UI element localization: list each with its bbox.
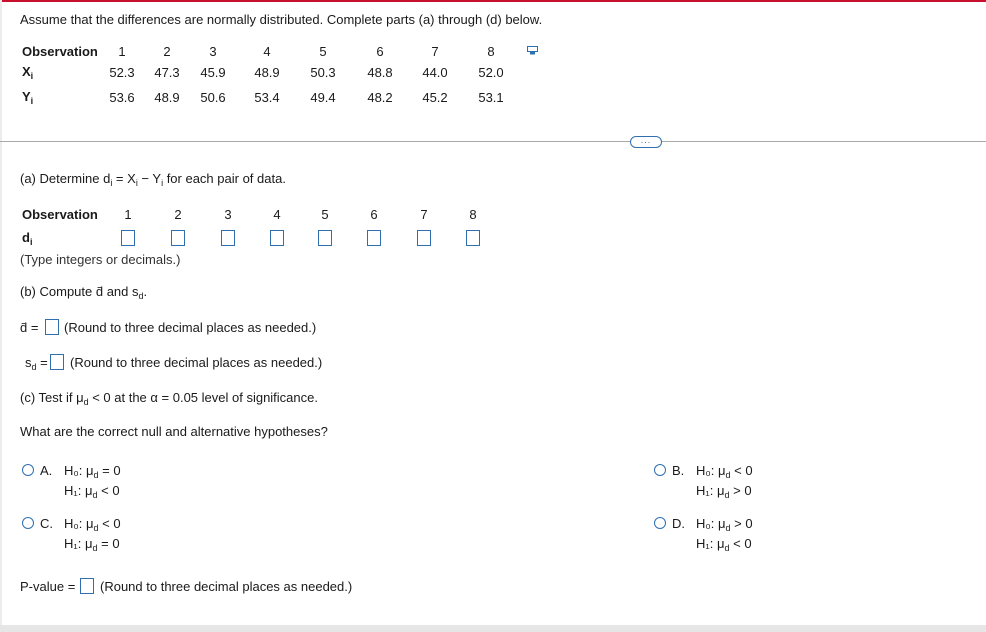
d-input-1[interactable] [121,230,135,246]
dbar-label: d̄ = [20,320,39,335]
x-value-8: 52.0 [478,65,504,80]
option-b-h0: H₀: $\mu_d < 0$ [696,463,753,480]
table-observation-header: Observation [22,44,98,59]
top-accent-bar [0,0,986,2]
d-input-7[interactable] [417,230,431,246]
d-input-6[interactable] [367,230,381,246]
option-b-radio[interactable] [654,464,666,476]
option-a-radio[interactable] [22,464,34,476]
part-a-hint: (Type integers or decimals.) [20,252,181,267]
x-value-1: 52.3 [109,65,135,80]
d-input-8[interactable] [466,230,480,246]
pvalue-input[interactable] [80,578,94,594]
table-obs-4: 4 [263,44,271,59]
x-value-4: 48.9 [254,65,280,80]
table-obs-6: 6 [376,44,384,59]
part-a-obs-2: 2 [174,207,182,222]
pvalue-hint: (Round to three decimal places as needed.) [100,579,353,594]
expand-button[interactable]: ... [630,136,662,148]
table-obs-8: 8 [487,44,495,59]
part-a-obs-6: 6 [370,207,378,222]
y-value-8: 53.1 [478,90,504,105]
table-obs-2: 2 [163,44,171,59]
x-value-3: 45.9 [200,65,226,80]
part-a-prompt: (a) Determine $d_i = X_i - Y_i$ for each pair of data. [20,171,286,188]
option-c-letter: C. [40,516,53,531]
y-value-7: 45.2 [422,90,448,105]
d-input-3[interactable] [221,230,235,246]
option-b-h1: H₁: $\mu_d > 0$ [696,483,752,500]
part-b-prompt: (b) Compute d̄ and $s_d$. [20,284,148,301]
x-value-7: 44.0 [422,65,448,80]
option-c-h1: H₁: $\mu_d = 0$ [64,536,120,553]
y-value-6: 48.2 [367,90,393,105]
option-d-h0: H₀: $\mu_d > 0$ [696,516,753,533]
d-input-2[interactable] [171,230,185,246]
left-edge-line [0,0,2,632]
part-c-question: What are the correct null and alternative hypotheses? [20,424,328,439]
d-input-5[interactable] [318,230,332,246]
dbar-hint: (Round to three decimal places as needed.) [64,320,317,335]
part-a-observation-header: Observation [22,207,98,222]
sd-label: $s_d$ = [25,355,48,372]
dbar-input[interactable] [45,319,59,335]
bottom-bar [0,625,986,632]
y-row-label: $Y_i$ [22,89,34,106]
option-a-letter: A. [40,463,53,478]
x-value-5: 50.3 [310,65,336,80]
option-d-radio[interactable] [654,517,666,529]
y-value-1: 53.6 [109,90,135,105]
x-value-6: 48.8 [367,65,393,80]
option-d-h1: H₁: $\mu_d < 0$ [696,536,752,553]
copy-data-icon[interactable] [527,46,538,55]
y-value-4: 53.4 [254,90,280,105]
part-a-obs-1: 1 [124,207,132,222]
pvalue-label: P-value = [20,579,76,594]
option-d-letter: D. [672,516,685,531]
table-obs-3: 3 [209,44,217,59]
part-a-obs-5: 5 [321,207,329,222]
x-row-label: $X_i$ [22,64,34,81]
section-divider [0,141,986,142]
option-a-h0: H₀: $\mu_d = 0$ [64,463,121,480]
table-obs-5: 5 [319,44,327,59]
d-input-4[interactable] [270,230,284,246]
sd-hint: (Round to three decimal places as needed.) [70,355,323,370]
y-value-2: 48.9 [154,90,180,105]
d-row-label: $d_i$ [22,230,33,247]
sd-input[interactable] [50,354,64,370]
option-a-h1: H₁: $\mu_d < 0$ [64,483,120,500]
y-value-5: 49.4 [310,90,336,105]
option-c-h0: H₀: $\mu_d < 0$ [64,516,121,533]
part-a-obs-4: 4 [273,207,281,222]
table-obs-7: 7 [431,44,439,59]
table-obs-1: 1 [118,44,126,59]
x-value-2: 47.3 [154,65,180,80]
option-b-letter: B. [672,463,685,478]
instruction-text: Assume that the differences are normally distributed. Complete parts (a) through (d) below. [20,12,543,27]
y-value-3: 50.6 [200,90,226,105]
part-a-obs-8: 8 [469,207,477,222]
part-a-obs-7: 7 [420,207,428,222]
option-c-radio[interactable] [22,517,34,529]
part-c-prompt: (c) Test if $\mu_d < 0$ at the α = 0.05 level of significance. [20,390,318,407]
part-a-obs-3: 3 [224,207,232,222]
